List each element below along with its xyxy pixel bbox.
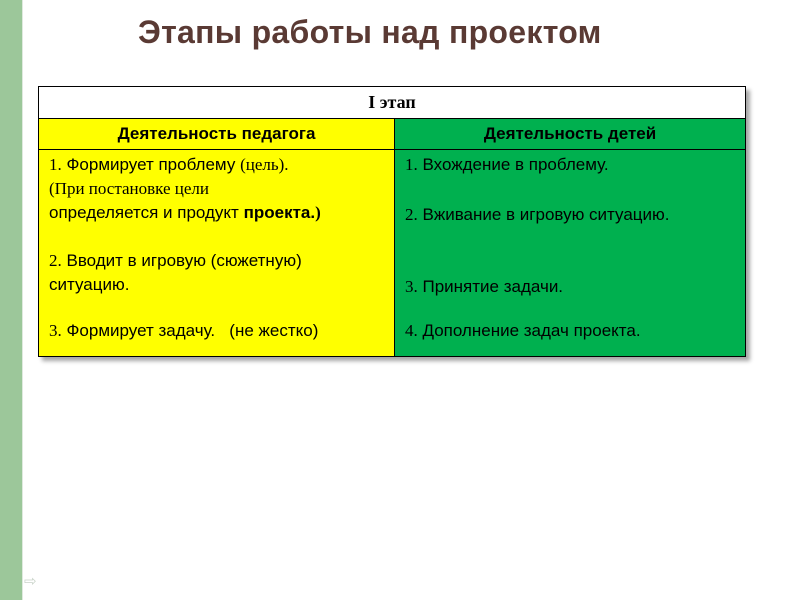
children-activities-cell xyxy=(395,150,745,356)
teacher-item-1 xyxy=(49,153,390,225)
header-children-activity: Деятельность детей xyxy=(395,119,745,149)
activities-row xyxy=(39,150,745,356)
teacher-item-1-line-2: (При постановке цели xyxy=(49,179,210,198)
teacher-item-2-line-2: ситуацию. xyxy=(49,275,130,294)
teacher-item-3-line-1: 3. Формирует задачу. (не жестко) xyxy=(49,321,319,340)
children-item-4: 4. Дополнение задач проекта. xyxy=(405,321,641,340)
teacher-item-2 xyxy=(49,249,390,297)
sidebar-divider xyxy=(22,0,23,600)
arrow-right-icon[interactable]: ⇨ xyxy=(24,573,37,590)
teacher-item-1-line-1: 1. Формирует проблему (цель). xyxy=(49,155,289,174)
header-teacher-activity: Деятельность педагога xyxy=(39,119,395,149)
column-headers xyxy=(39,119,745,150)
children-item-3: 3. Принятие задачи. xyxy=(405,277,564,296)
stage-table xyxy=(38,86,746,357)
teacher-item-3 xyxy=(49,319,390,343)
children-item-2: 2. Вживание в игровую ситуацию. xyxy=(405,205,670,224)
teacher-item-1-line-3: определяется и продукт проекта.) xyxy=(49,203,321,222)
slide-title: Этапы работы над проектом xyxy=(138,14,602,50)
stage-header: I этап xyxy=(39,87,745,119)
slide-sidebar xyxy=(0,0,22,600)
teacher-item-2-line-1: 2. Вводит в игровую (сюжетную) xyxy=(49,251,302,270)
children-item-1: 1. Вхождение в проблему. xyxy=(405,155,609,174)
teacher-activities-cell xyxy=(39,150,395,356)
